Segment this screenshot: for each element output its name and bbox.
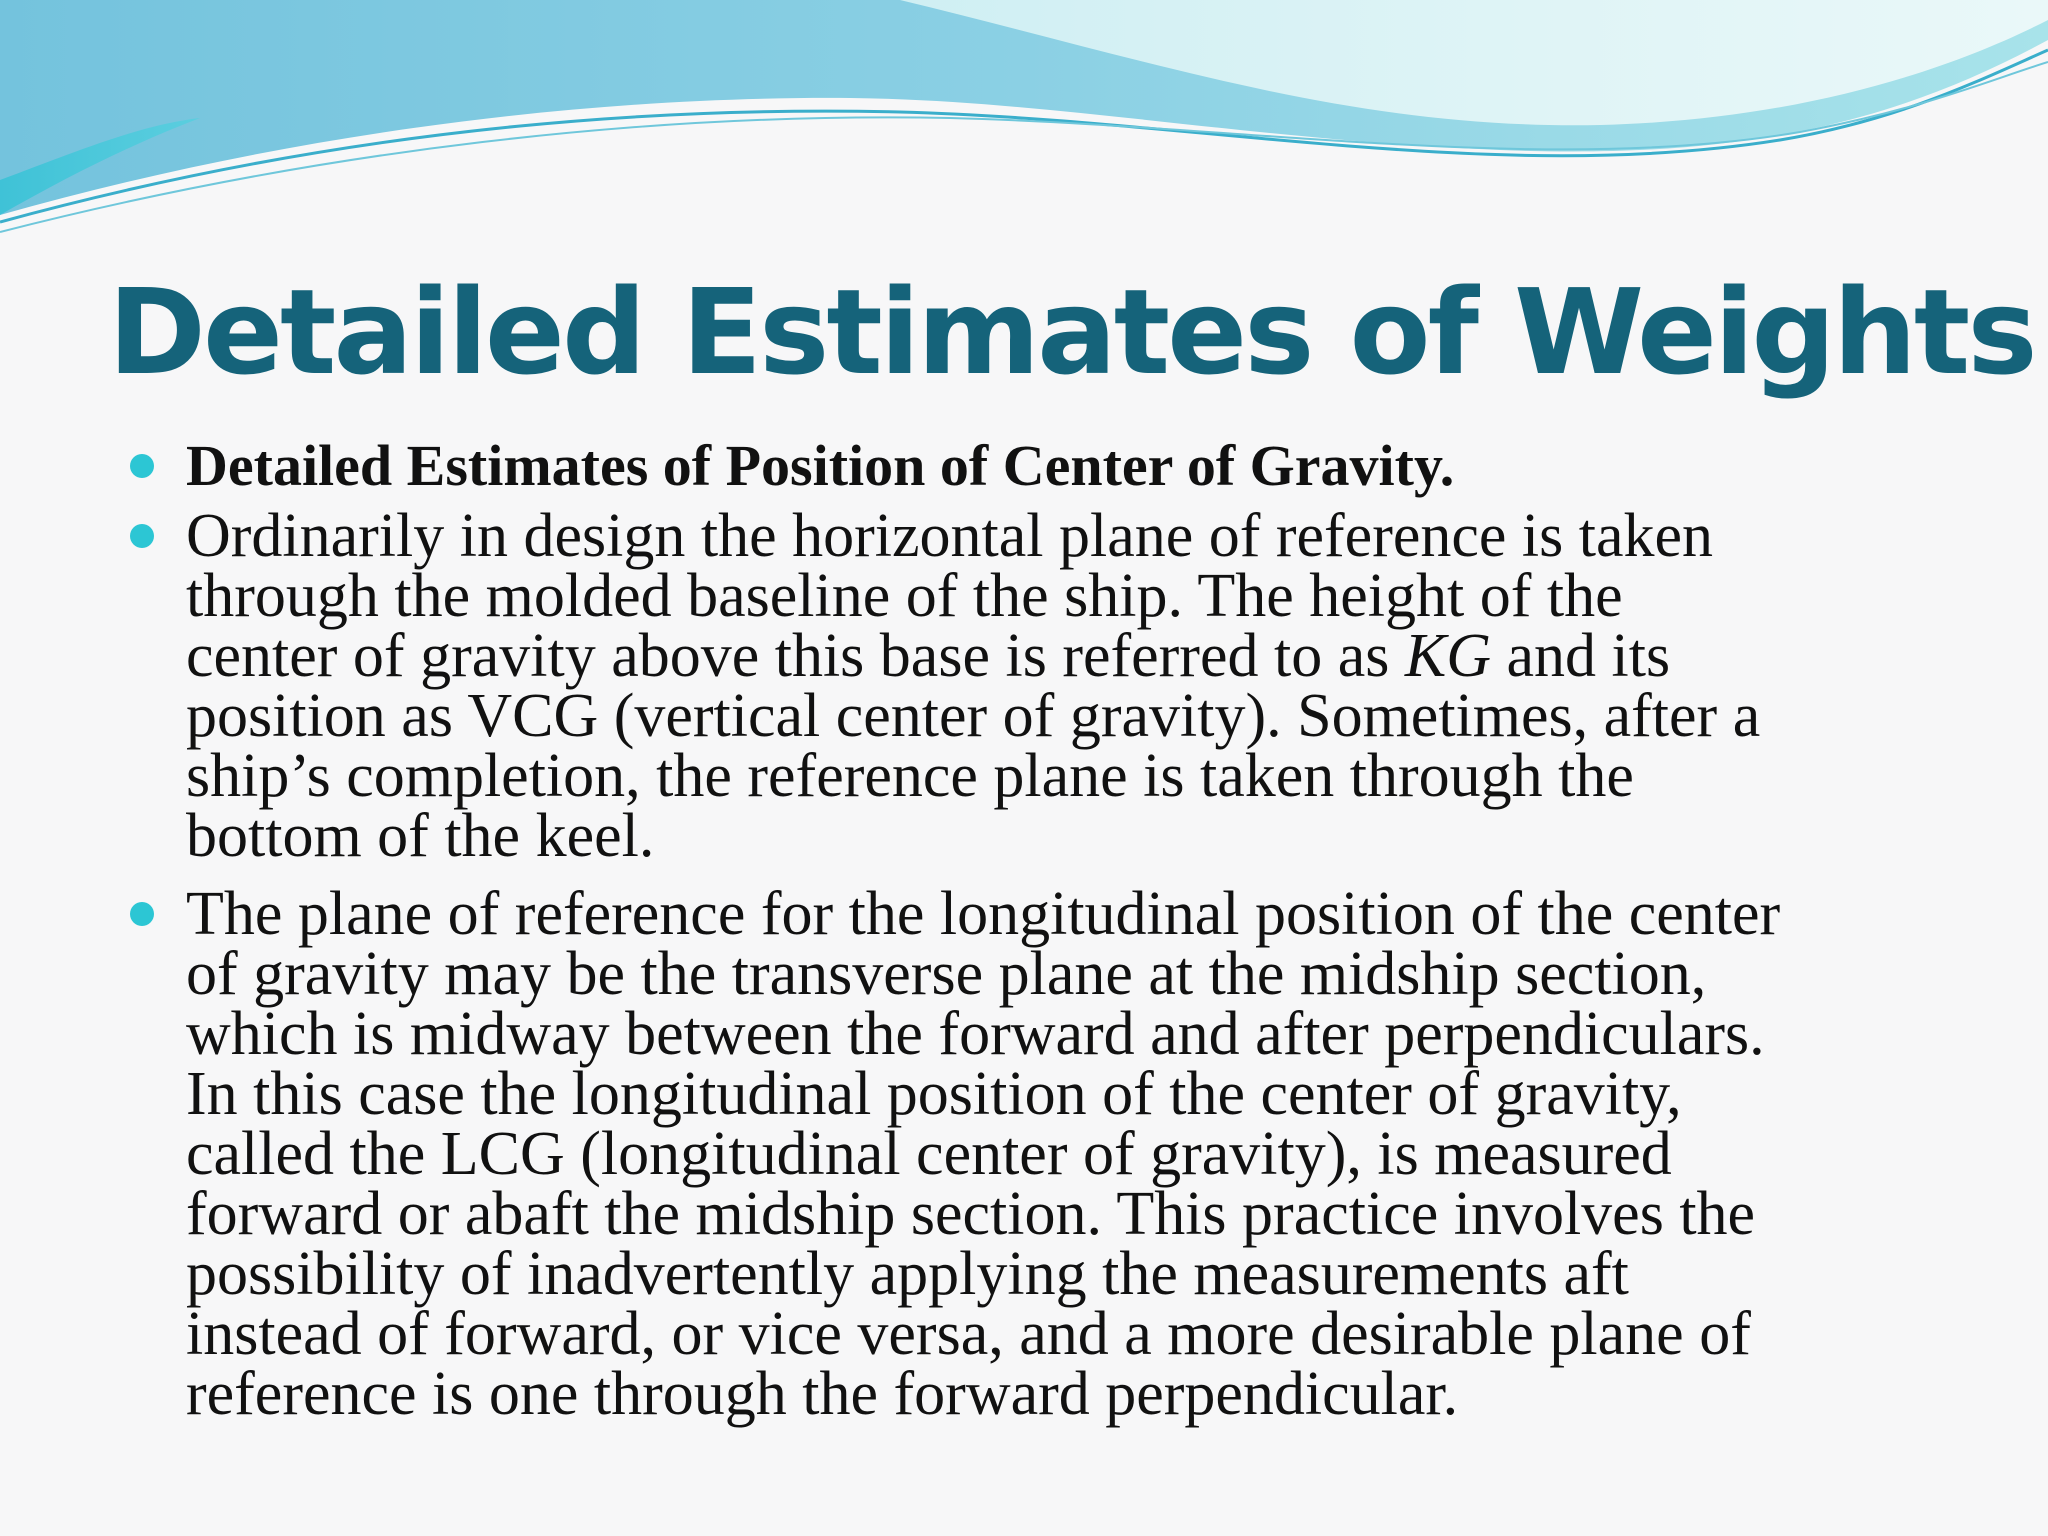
text-line: position as VCG (vertical center of gravity). Sometimes, after a [186,682,1761,750]
bullet-item-longitudinal-reference [186,880,1986,1428]
bullet-text: The plane of reference for the longitudinal position of the center of gravity may be the transverse plane at the midship section, which is midway between the forward and after perpendiculars. In this case the longitudinal position of the center of gravity, called the LCG (longitudinal center of gravity), is measured forward or abaft the midship section. This practice involves the possibility of inadvertently applying the measurements aft instead of forward, or vice versa, and a more desirable plane of reference is one through the forward perpendicular. [186,880,1781,1428]
bullet-text [186,502,1986,870]
text-line: Ordinarily in design the horizontal plane of reference is taken [186,502,1714,570]
bullet-dot-icon [130,454,154,478]
text-line: ship’s completion, the reference plane is taken through the [186,742,1634,810]
bullet-text: Detailed Estimates of Position of Center of Gravity. [186,433,1455,498]
bullet-item-cg-heading [186,433,1986,498]
text-line: and its [1490,622,1671,690]
text-line: bottom of the keel. [186,802,655,870]
header-wave-decoration [0,0,2048,260]
bullet-dot-icon [130,524,154,548]
slide-title: Detailed Estimates of Weights [108,263,2035,401]
bullet-list [186,433,1986,1440]
bullet-item-vertical-reference [186,502,1986,870]
bullet-dot-icon [130,902,154,926]
kg-term: KG [1404,622,1491,690]
text-line: center of gravity above this base is referred to as [186,622,1405,690]
text-line: through the molded baseline of the ship. The height of the [186,562,1623,630]
